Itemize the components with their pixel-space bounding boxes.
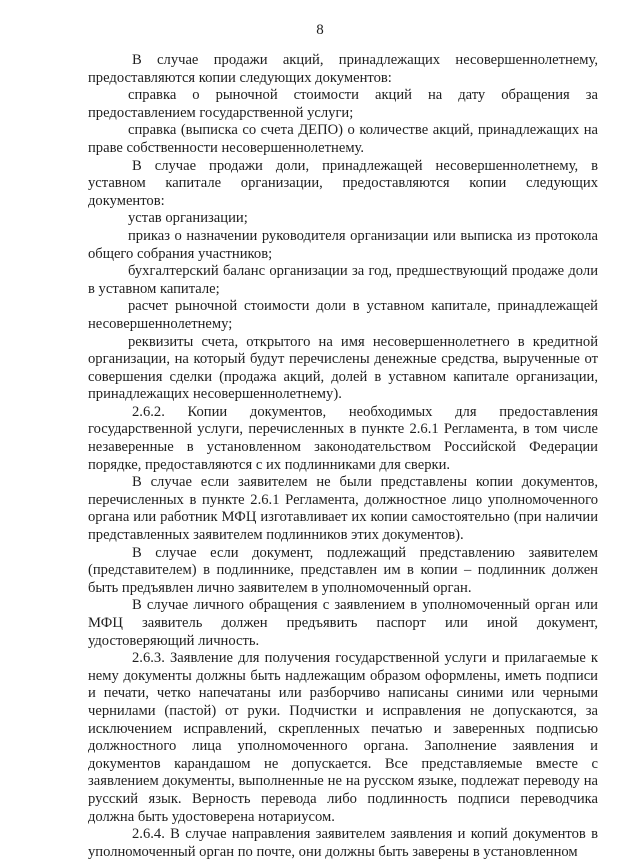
paragraph: В случае личного обращения с заявлением в уполномоченный орган или МФЦ заявитель должен предъявить паспорт или иной документ, удостоверяющий личность. bbox=[88, 597, 598, 649]
list-item: справка о рыночной стоимости акций на дату обращения за предоставлением государственной услуги; bbox=[88, 87, 598, 121]
paragraph: 2.6.3. Заявление для получения государственной услуги и прилагаемые к нему документы должны быть надлежащим образом оформлены, иметь подписи и печати, четко напечатаны или разборчиво написаны синими или черными чернилами (пастой) от руки. Подчистки и исправления не допускаются, за исключением исправлений, скрепленных печатью и заверенных подписью должностного лица уполномоченного органа. Заполнение заявления и документов карандашом не допускается. Все представляемые вместе с заявлением документы, выполненные не на русском языке, подлежат переводу на русский язык. Верность перевода либо подлинность подписи переводчика должна быть удостоверена нотариусом. bbox=[88, 650, 598, 825]
list-item: реквизиты счета, открытого на имя несовершеннолетнего в кредитной организации, на который будут перечислены денежные средства, вырученные от совершения сделки (продажа акций, долей в уставном капитале организации, принадлежащих несовершеннолетнему). bbox=[88, 333, 598, 403]
list-item: расчет рыночной стоимости доли в уставном капитале, принадлежащей несовершеннолетнему; bbox=[88, 298, 598, 332]
list-item: устав организации; bbox=[128, 210, 248, 227]
paragraph: В случае если документ, подлежащий представлению заявителем (представителем) в подлиннике, представлен им в копии – подлинник должен быть предъявлен лично заявителем в уполномоченный орган. bbox=[88, 544, 598, 596]
list-item: бухгалтерский баланс организации за год, предшествующий продаже доли в уставном капитале; bbox=[88, 263, 598, 297]
paragraph: В случае если заявителем не были представлены копии документов, перечисленных в пункте 2.6.1 Регламента, должностное лицо уполномоченного органа или работник МФЦ изготавливает их копии самостоятельно (при наличии представленных заявителем подлинников этих документов). bbox=[88, 474, 598, 544]
document-body bbox=[88, 52, 598, 861]
paragraph: 2.6.2. Копии документов, необходимых для предоставления государственной услуги, перечисленных в пункте 2.6.1 Регламента, в том числе незаверенные в установленном законодательством Российской Федерации порядке, предоставляются с их подлинниками для сверки. bbox=[88, 403, 598, 473]
page-number: 8 bbox=[316, 22, 324, 38]
paragraph: В случае продажи акций, принадлежащих несовершеннолетнему, предоставляются копии следующих документов: bbox=[88, 52, 598, 86]
list-item: приказ о назначении руководителя организации или выписка из протокола общего собрания участников; bbox=[88, 227, 598, 262]
paragraph: В случае продажи доли, принадлежащей несовершеннолетнему, в уставном капитале организации, предоставляются копии следующих документов: bbox=[88, 157, 598, 209]
paragraph: 2.6.4. В случае направления заявителем заявления и копий документов в уполномоченный орган по почте, они должны быть заверены в установленном bbox=[88, 826, 598, 860]
list-item: справка (выписка со счета ДЕПО) о количестве акций, принадлежащих на праве собственности несовершеннолетнему. bbox=[88, 122, 598, 156]
